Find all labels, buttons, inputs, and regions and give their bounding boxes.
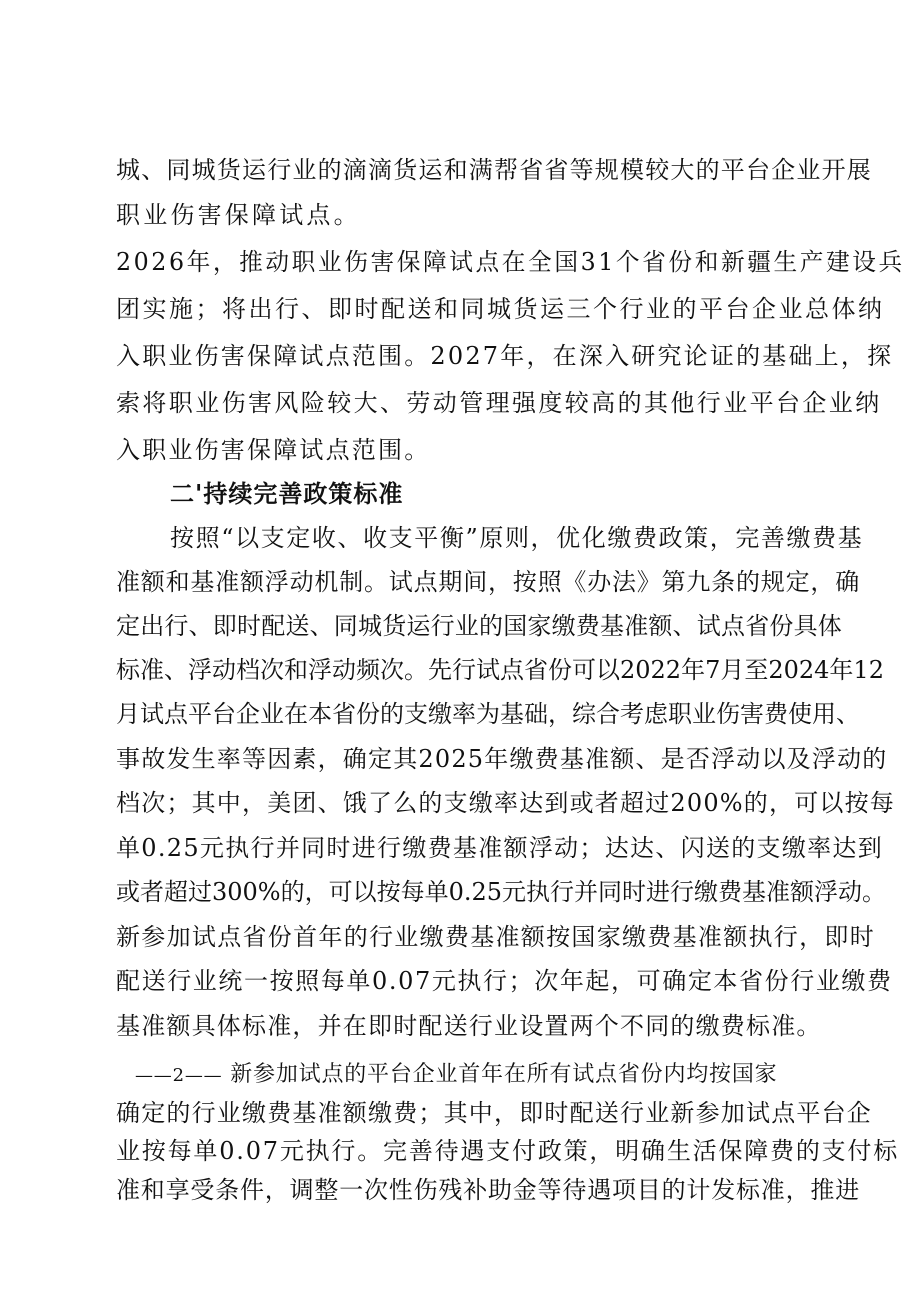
text-line-10: 准额和基准额浮动机制。试点期间，按照《办法》第九条的规定，确	[116, 568, 860, 596]
text-line-2: 职业伤害保障试点。	[116, 201, 361, 229]
continuation-line	[135, 1062, 777, 1088]
text-line-20: 基准额具体标准，并在即时配送行业设置两个不同的缴费标准。	[116, 1012, 822, 1040]
text-line-21: 新参加试点的平台企业首年在所有试点省份内均按国家	[230, 1062, 778, 1087]
text-line-18: 新参加试点省份首年的行业缴费基准额按国家缴费基准额执行，即时	[116, 923, 875, 951]
text-line-12: 标准、浮动档次和浮动频次。先行试点省份可以2022年7月至2024年12	[116, 656, 884, 684]
text-line-16: 单0.25元执行并同时进行缴费基准额浮动；达达、闪送的支缴率达到	[116, 834, 884, 862]
text-line-1: 城、同城货运行业的滴滴货运和满帮省省等规模较大的平台企业开展	[116, 156, 872, 184]
page-number-marker: ——2——	[135, 1065, 223, 1086]
text-line-6: 索将职业伤害风险较大、劳动管理强度较高的其他行业平台企业纳	[116, 389, 882, 417]
text-line-23: 业按每单0.07元执行。完善待遇支付政策，明确生活保障费的支付标	[116, 1137, 900, 1165]
text-line-7: 入职业伤害保障试点范围。	[116, 436, 431, 464]
text-line-15: 档次；其中，美团、饿了么的支缴率达到或者超过200%的，可以按每	[116, 789, 896, 817]
text-line-3: 2026年，推动职业伤害保障试点在全国31个省份和新疆生产建设兵	[116, 248, 905, 276]
text-line-24: 准和享受条件，调整一次性伤残补助金等待遇项目的计发标准，推进	[116, 1176, 860, 1204]
section-heading: 二'持续完善政策标准	[170, 479, 404, 508]
text-line-14: 事故发生率等因素，确定其2025年缴费基准额、是否浮动以及浮动的	[116, 745, 888, 773]
text-line-22: 确定的行业缴费基准额缴费；其中，即时配送行业新参加试点平台企	[116, 1099, 872, 1127]
text-line-13: 月试点平台企业在本省份的支缴率为基础，综合考虑职业伤害费使用、	[116, 700, 860, 728]
text-line-9: 按照“以支定收、收支平衡”原则，优化缴费政策，完善缴费基	[170, 524, 864, 552]
text-line-4: 团实施；将出行、即时配送和同城货运三个行业的平台企业总体纳	[116, 295, 885, 323]
text-line-19: 配送行业统一按照每单0.07元执行；次年起，可确定本省份行业缴费	[116, 967, 893, 995]
text-line-17: 或者超过300%的，可以按每单0.25元执行并同时进行缴费基准额浮动。	[116, 878, 887, 906]
text-line-11: 定出行、即时配送、同城货运行业的国家缴费基准额、试点省份具体	[116, 612, 842, 640]
text-line-5: 入职业伤害保障试点范围。2027年，在深入研究论证的基础上，探	[116, 342, 894, 370]
